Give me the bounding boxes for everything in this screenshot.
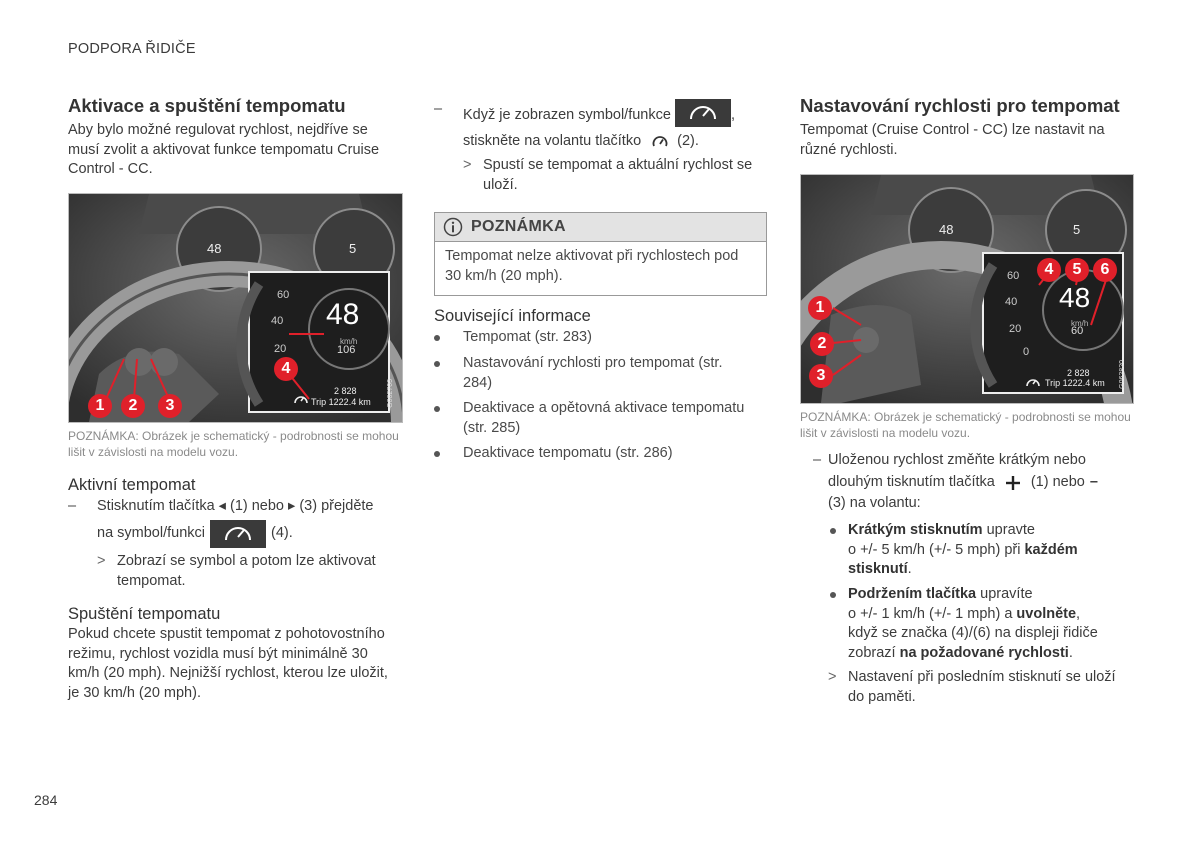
note-header [435,213,766,242]
long-press-emph2: na požadované rychlosti [899,644,1069,661]
short-press-text2: o +/- 5 km/h (+/- 5 mph) při [848,541,1025,558]
step-dash: – [434,101,443,117]
display-speed: 48 [1059,282,1091,313]
cruise-symbol-box [675,99,731,127]
heading-activation: Aktivace a spuštění tempomatu [68,95,346,116]
section-header: PODPORA ŘIDIČE [68,41,196,57]
note-text: Tempomat nelze aktivovat při rychlostech pod 30 km/h (20 mph). [445,248,739,284]
result-marker: > [97,553,106,569]
related-link[interactable]: Deaktivace a opětovná aktivace tempomatu (str. 285) [463,400,745,436]
small-gear: 5 [349,241,357,256]
result-2-text: Spustí se tempomat a aktuální rychlost se uloží. [483,157,753,193]
figure-1-caption: POZNÁMKA: Obrázek je schematický - podrobnosti se mohou lišit v závislosti na modelu vozu. [68,429,399,459]
heading-speed-setting: Nastavování rychlosti pro tempomat [800,95,1120,116]
step-3-line1: Uloženou rychlost změňte krátkým nebo [828,452,1086,468]
display-set-speed: 106 [337,344,356,356]
gauge-tick-40: 40 [1005,296,1018,308]
step-1-post: (4). [271,525,293,542]
gauge-tick-20: 20 [1009,323,1022,335]
note-box [434,212,767,296]
step-2-line1 [463,99,735,127]
step-dash: – [68,498,77,514]
display-odo: 2 828 [1067,368,1090,378]
bullet [434,451,440,457]
long-press-end: . [1068,644,1073,661]
bullet [830,592,836,598]
gauge-tick-60: 60 [277,289,290,301]
related-list [434,328,769,470]
callout-6: 6 [1093,258,1117,282]
related-link[interactable]: Deaktivace tempomatu (str. 286) [463,445,673,461]
list-item [434,399,769,444]
display-odo: 2 828 [334,386,357,396]
small-speed: 48 [939,222,954,237]
display-trip: Trip 1222.4 km [311,397,371,407]
callout-4: 4 [1037,258,1061,282]
related-section [434,306,769,326]
step-dash: – [813,452,822,468]
figure-steering-wheel-1 [68,193,403,423]
display-unit: km/h [340,337,358,346]
callout-3: 3 [158,394,182,418]
bullet-long-press [828,585,1128,663]
step-2-text1: Když je zobrazen symbol/funkce [463,106,671,123]
bullet [434,406,440,412]
step-2-line2 [463,132,699,152]
step-2-comma: , [730,106,735,123]
step-1-text: Stisknutím tlačítka ◂ (1) nebo ▸ (3) přejděte [97,498,374,514]
figure-2-caption: POZNÁMKA: Obrázek je schematický - podrobnosti se mohou lišit v závislosti na modelu vozu. [800,410,1131,440]
related-link[interactable]: Nastavování rychlosti pro tempomat (str. 284) [463,355,723,391]
intro-paragraph: Aby bylo možné regulovat rychlost, nejdříve se musí zvolit a aktivovat funkce tempomatu Cruise Control - CC. [68,122,380,177]
step-1-line2 [97,519,293,549]
callout-1: 1 [88,394,112,418]
gauge-tick-20: 20 [274,343,287,355]
display-unit: km/h [1071,319,1089,328]
result-3 [828,668,1128,707]
result-1 [97,552,397,591]
step-3-text: dlouhým tisknutím tlačítka [828,474,995,490]
heading-related: Související informace [434,307,591,325]
start-section [68,604,403,703]
callout-4: 4 [274,357,298,381]
short-press-text: upravte [982,522,1035,538]
start-paragraph: Pokud chcete spustit tempomat z pohotovostního režimu, rychlost vozidla musí být minimálně 30 km/h (20 mph). Nejnižší rychlost, kterou lze uložit, je 30 km/h (20 mph). [68,626,388,701]
result-1-text: Zobrazí se symbol a potom lze aktivovat tempomat. [117,553,376,589]
step-3-line3: (3) na volantu: [828,495,921,511]
figure-code: G062820 [1119,360,1126,389]
list-item [434,354,769,399]
long-press-emph: uvolněte [1016,605,1077,622]
step-3 [800,451,1140,471]
long-press-text2: o +/- 1 km/h (+/- 1 mph) a [848,605,1017,622]
callout-5: 5 [1065,258,1089,282]
bullet [434,335,440,341]
step-2-text3: (2). [677,133,699,149]
heading-start-cruise: Spuštění tempomatu [68,605,221,623]
gauge-tick-60: 60 [1007,270,1020,282]
callout-2: 2 [810,332,834,356]
result-marker: > [463,157,472,173]
callout-2: 2 [121,394,145,418]
list-item [434,444,769,470]
display-set-speed: 60 [1071,325,1084,337]
note-title: POZNÁMKA [471,218,566,236]
long-press-text5: zobrazí [848,644,900,661]
bullet [830,528,836,534]
column-1 [68,95,403,180]
cruise-control-icon [210,520,266,548]
long-press-text4: když se značka (4)/(6) na displeji řidiče [848,625,1098,641]
short-press-label: Krátkým stisknutím [848,522,983,538]
step-3-mid: (1) nebo [1030,474,1085,490]
info-icon [443,217,463,237]
cruise-symbol-box [210,520,266,548]
result-2 [463,156,768,195]
display-speed: 48 [326,298,360,331]
display-trip: Trip 1222.4 km [1045,378,1105,388]
page-number: 284 [34,792,58,808]
intro-paragraph: Tempomat (Cruise Control - CC) lze nastavit na různé rychlosti. [800,122,1105,158]
small-gear: 5 [1073,222,1081,237]
related-link[interactable]: Tempomat (str. 283) [463,329,592,345]
step-1-pre: na symbol/funkci [97,525,205,542]
column-3 [800,95,1140,160]
cruise-control-icon [293,391,309,407]
figure-steering-wheel-2 [800,174,1134,404]
short-press-end: . [907,561,912,577]
long-press-text: upravíte [976,586,1033,602]
gauge-tick-0: 0 [1023,346,1030,358]
short-press-emph: každém stisknutí [848,541,1078,577]
list-item [434,328,769,354]
bullet-short-press [828,521,1128,580]
figure-code: G062703 [387,379,394,408]
callout-1: 1 [808,296,832,320]
heading-active-cruise: Aktivní tempomat [68,476,196,494]
long-press-comma: , [1076,605,1081,622]
step-3-line2 [828,473,1098,493]
plus-icon [1005,475,1021,491]
cruise-control-icon [675,99,731,127]
active-section [68,475,403,495]
callout-3: 3 [809,364,833,388]
result-marker: > [828,669,837,685]
result-3-text: Nastavení při posledním stisknutí se uloží do paměti. [848,669,1116,705]
cruise-control-button-icon [651,133,669,151]
minus-icon: – [1089,474,1098,490]
gauge-tick-40: 40 [271,315,284,327]
step-2-text2: stiskněte na volantu tlačítko [463,133,642,149]
small-speed: 48 [207,241,222,256]
long-press-label: Podržením tlačítka [848,586,977,602]
bullet [434,361,440,367]
cruise-control-icon [1025,374,1041,390]
